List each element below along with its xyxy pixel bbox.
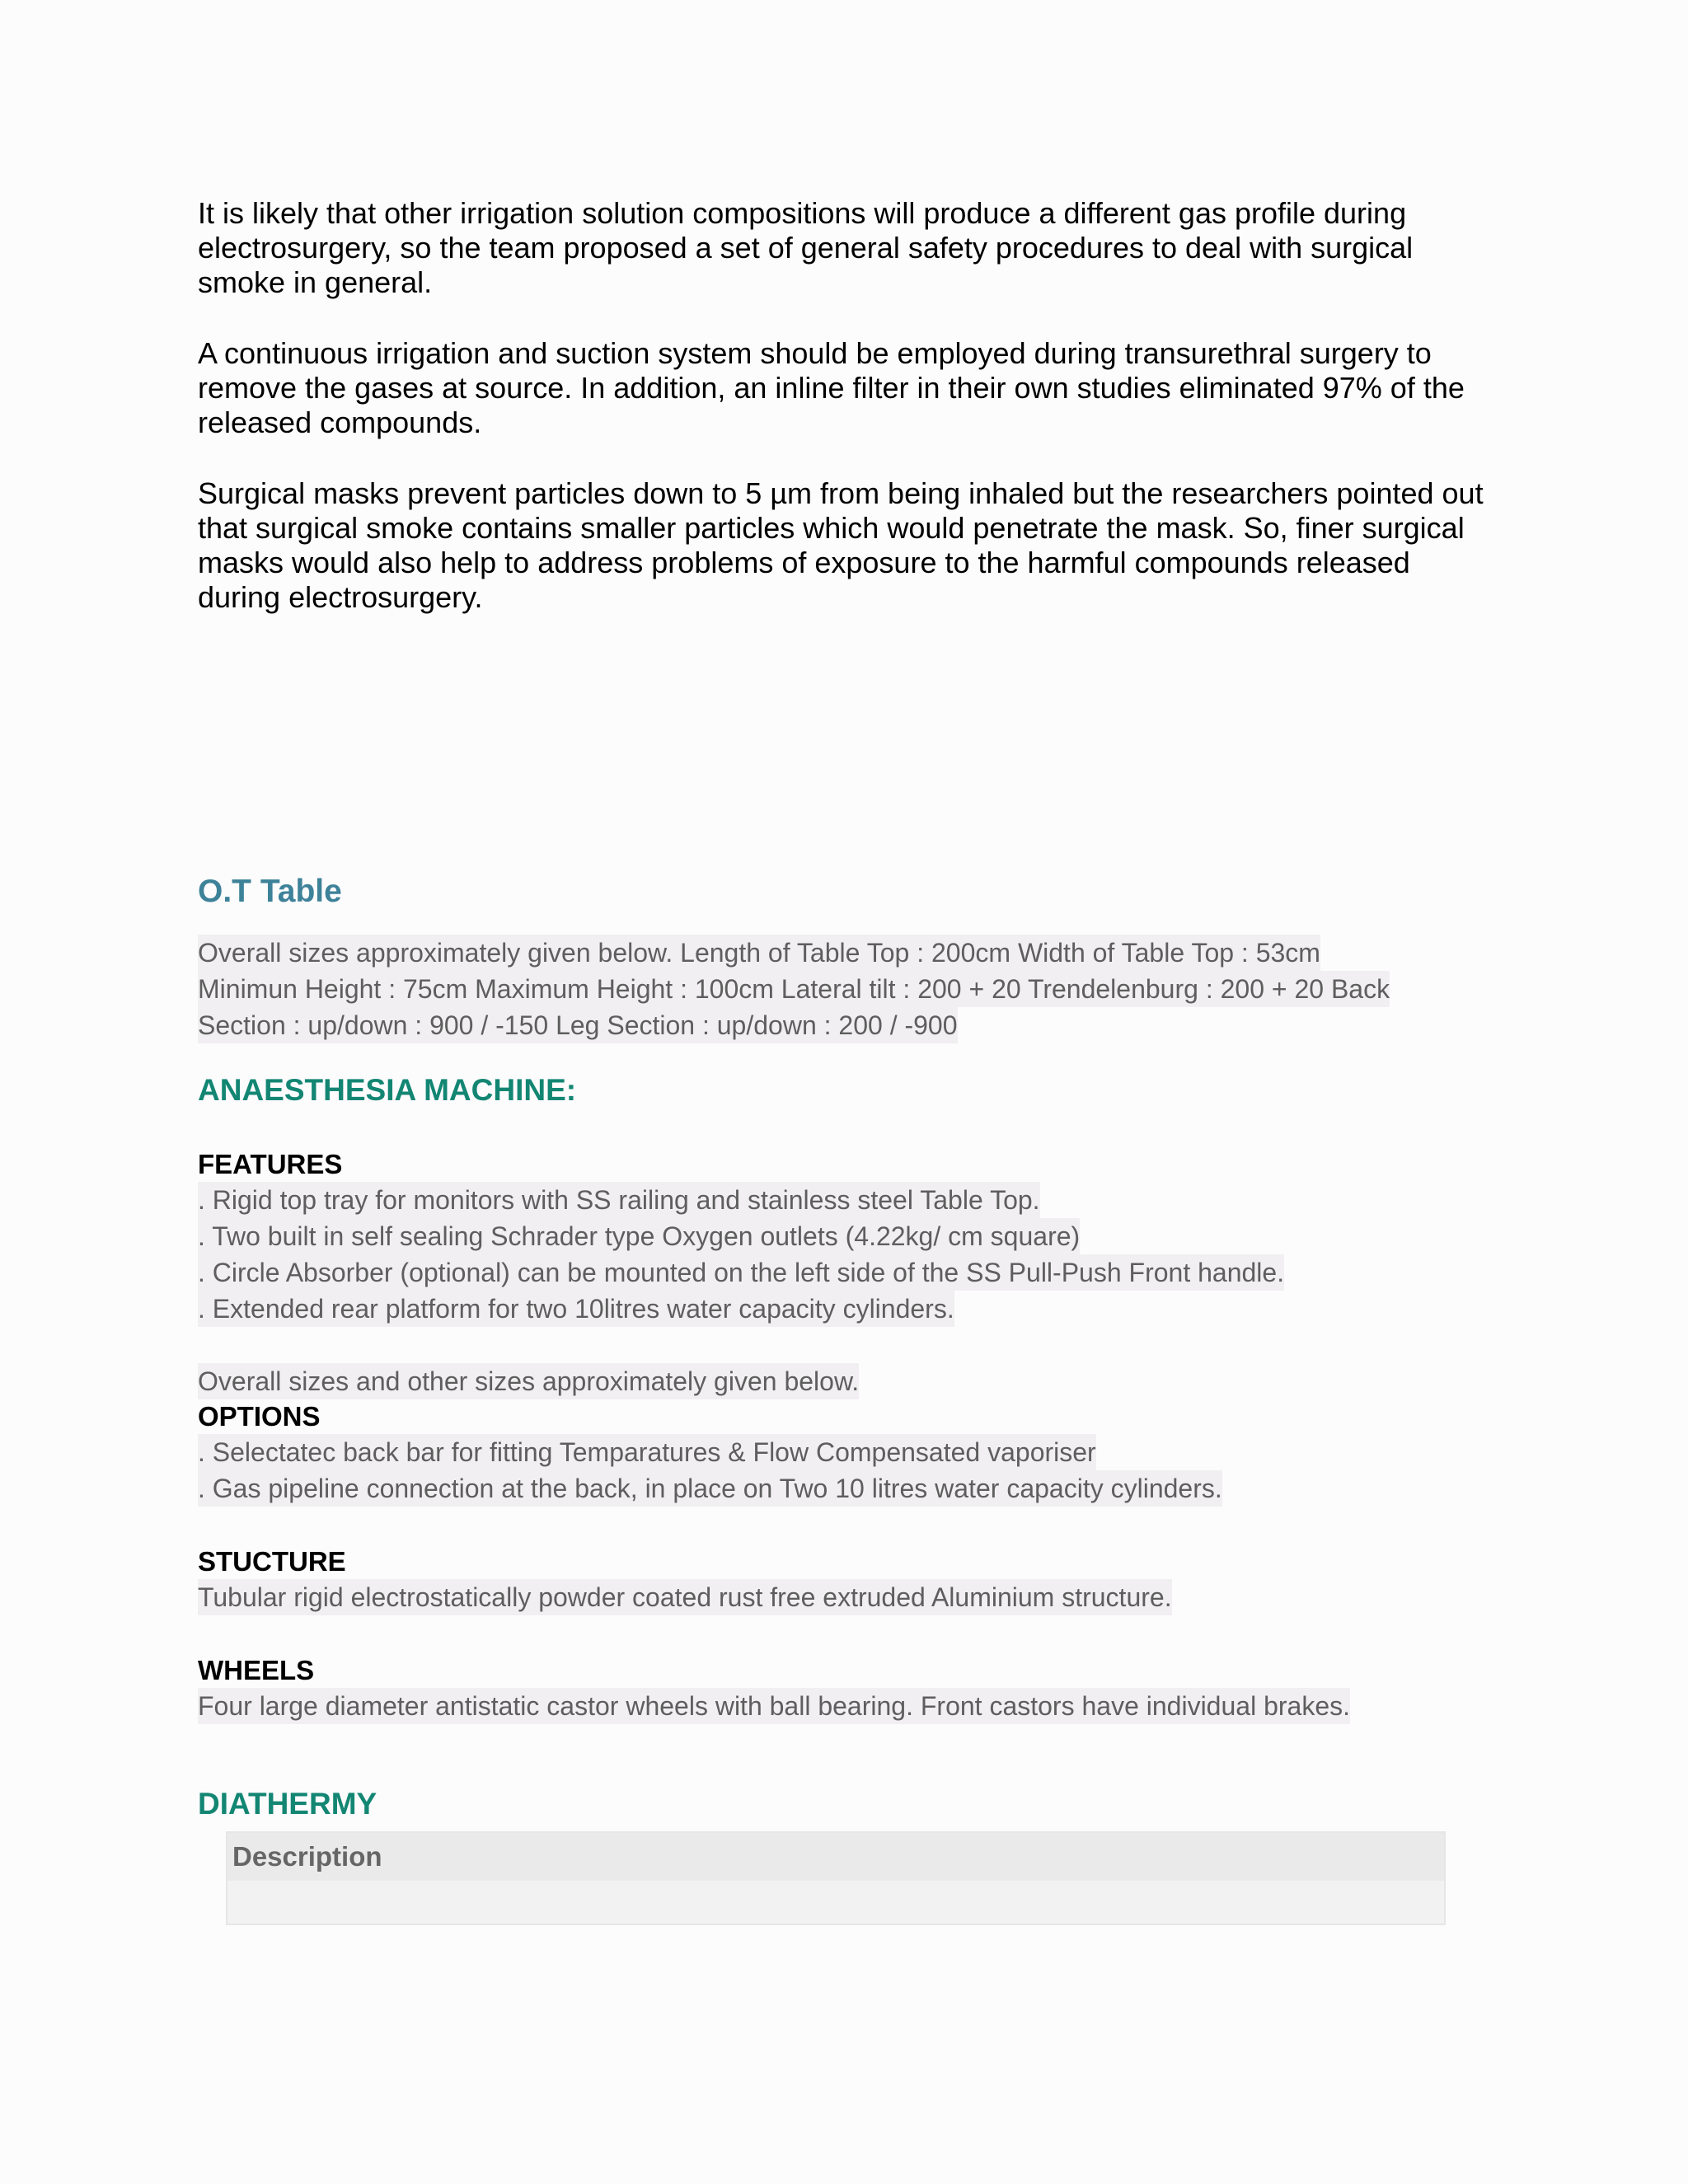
feature-item: . Rigid top tray for monitors with SS railing and stainless steel Table Top. [198, 1182, 1040, 1218]
overall-sizes-text: Overall sizes and other sizes approximately given below. [198, 1363, 859, 1399]
intro-paragraph-3: Surgical masks prevent particles down to 5 µm from being inhaled but the researchers pointed out that surgical smoke contains smaller particles which would penetrate the mask. So, finer surgical masks would also help to address problems of exposure to the harmful compounds released during electrosurgery. [198, 476, 1484, 614]
ot-table-line-2: Minimun Height : 75cm Maximum Height : 100cm Lateral tilt : 200 + 20 Trendelenburg : 200 + 20 Back [198, 971, 1390, 1007]
structure-text: Tubular rigid electrostatically powder coated rust free extruded Aluminium structure. [198, 1579, 1172, 1615]
options-label: OPTIONS [198, 1401, 321, 1432]
feature-item: . Two built in self sealing Schrader type Oxygen outlets (4.22kg/ cm square) [198, 1218, 1080, 1254]
ot-table-heading: O.T Table [198, 874, 342, 909]
intro-paragraph-2: A continuous irrigation and suction system should be employed during transurethral surgery to remove the gases at source. In addition, an inline filter in their own studies eliminated 97% of the released compounds. [198, 336, 1465, 439]
option-item: . Gas pipeline connection at the back, in place on Two 10 litres water capacity cylinders. [198, 1470, 1222, 1507]
ot-table-line-1: Overall sizes approximately given below. Length of Table Top : 200cm Width of Table Top : 53cm [198, 935, 1320, 971]
diathermy-heading: DIATHERMY [198, 1787, 377, 1821]
description-table-header: Description [227, 1833, 1444, 1881]
structure-label: STUCTURE [198, 1546, 346, 1577]
intro-paragraph-1: It is likely that other irrigation solution compositions will produce a different gas profile during electrosurgery, so the team proposed a set of general safety procedures to deal with surgical smoke in general. [198, 196, 1414, 299]
features-label: FEATURES [198, 1149, 343, 1179]
option-item: . Selectatec back bar for fitting Temparatures & Flow Compensated vaporiser [198, 1434, 1096, 1470]
wheels-label: WHEELS [198, 1655, 315, 1685]
intro-section [198, 196, 1484, 651]
anaesthesia-heading: ANAESTHESIA MACHINE: [198, 1073, 577, 1107]
feature-item: . Circle Absorber (optional) can be mounted on the left side of the SS Pull-Push Front handle. [198, 1254, 1284, 1291]
wheels-text: Four large diameter antistatic castor wheels with ball bearing. Front castors have individual brakes. [198, 1688, 1350, 1724]
feature-item: . Extended rear platform for two 10litres water capacity cylinders. [198, 1291, 954, 1327]
ot-table-line-3: Section : up/down : 900 / -150 Leg Section : up/down : 200 / -900 [198, 1007, 958, 1043]
description-table [226, 1831, 1446, 1925]
